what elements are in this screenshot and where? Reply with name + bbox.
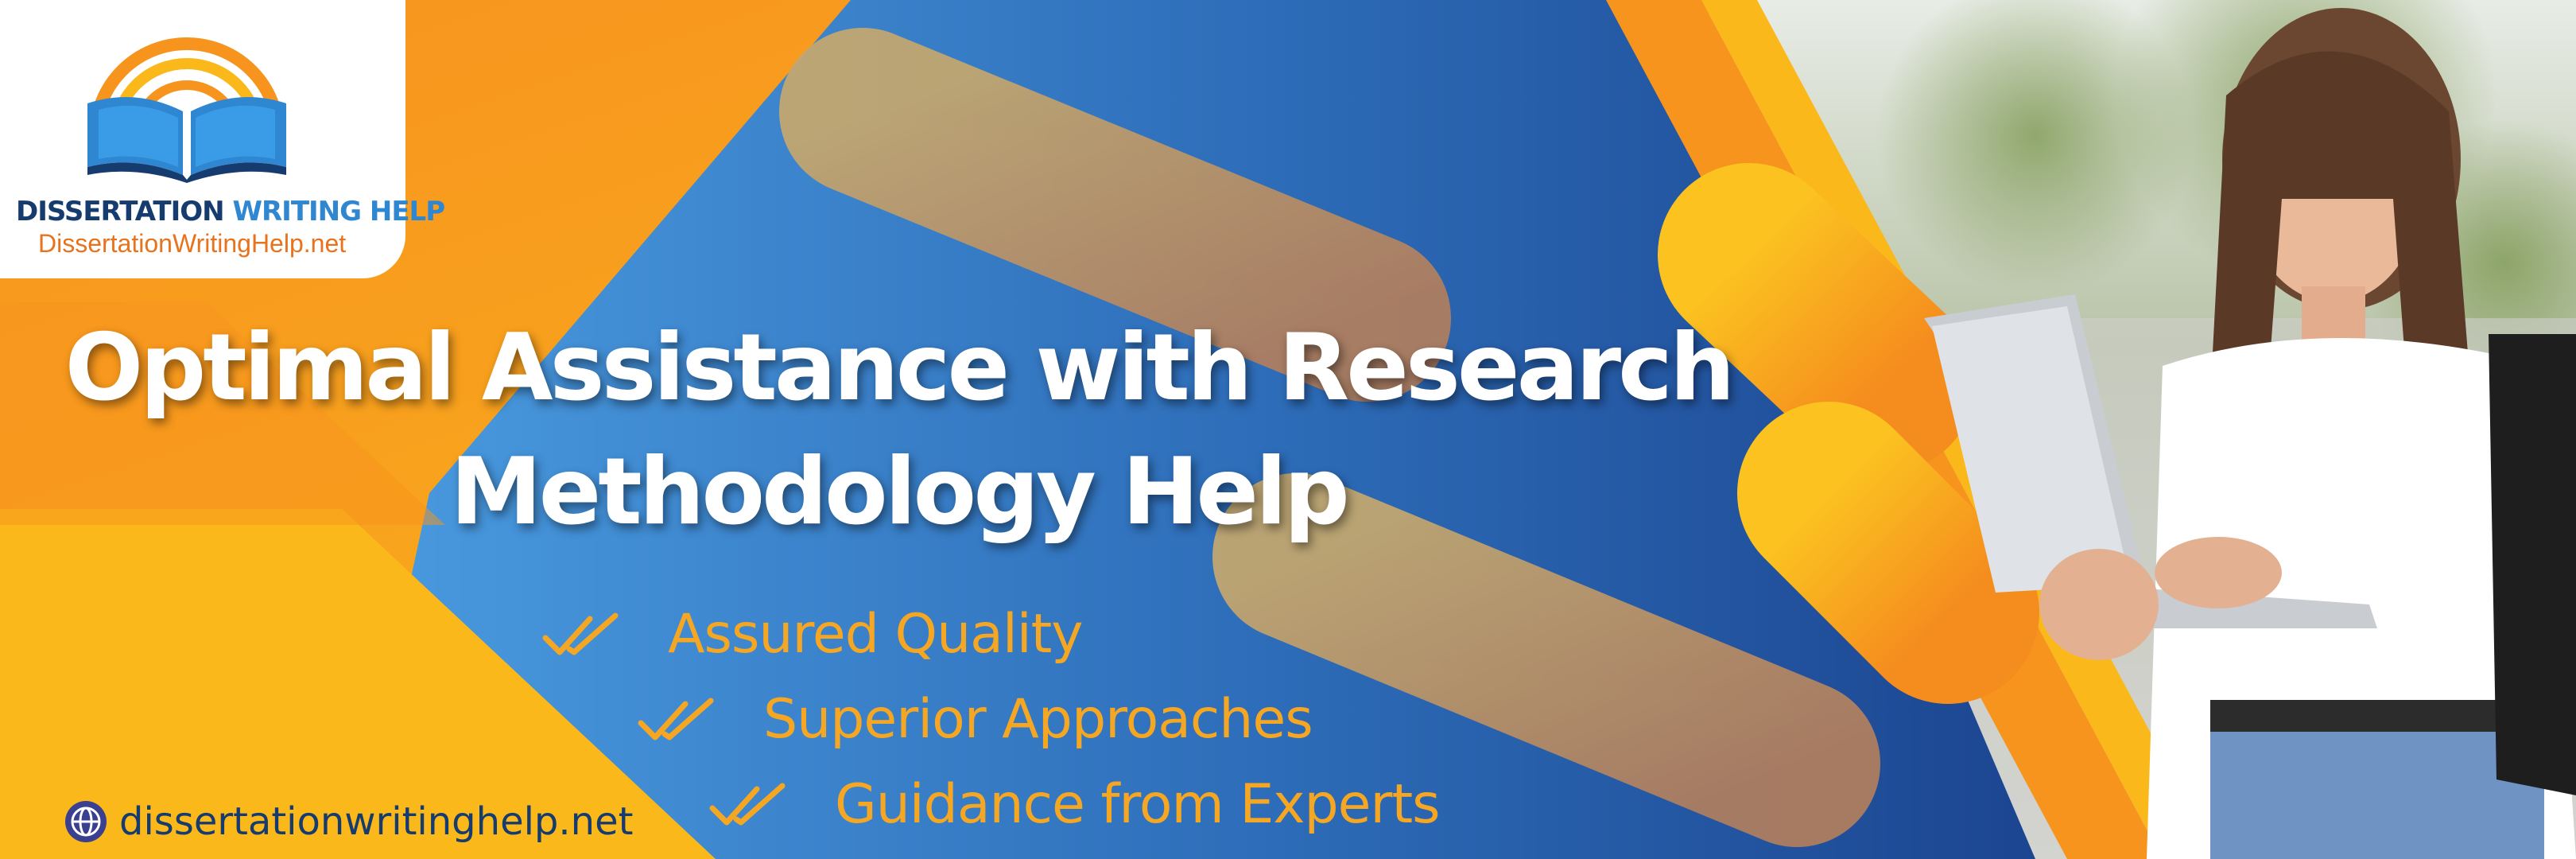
logo-url: DissertationWritingHelp.net [38,229,347,258]
feature-label: Superior Approaches [763,688,1313,751]
headline-line-1: Optimal Assistance with Research [64,314,1732,422]
website-url: dissertationwritinghelp.net [119,799,634,844]
feature-item-approaches [636,688,1313,751]
double-check-icon [708,781,787,829]
globe-icon [64,799,108,844]
feature-label: Assured Quality [668,603,1083,666]
open-book-sun-icon [80,16,294,183]
double-check-icon [636,696,716,744]
double-check-icon [541,611,620,659]
website-link[interactable] [64,799,633,844]
logo-title: DISSERTATION WRITING HELP [16,196,445,227]
feature-item-quality [541,603,1083,666]
feature-item-experts [708,773,1440,836]
feature-label: Guidance from Experts [835,773,1440,836]
logo-card[interactable] [0,0,445,278]
page-title [0,306,1797,554]
headline-line-2: Methodology Help [450,438,1347,546]
